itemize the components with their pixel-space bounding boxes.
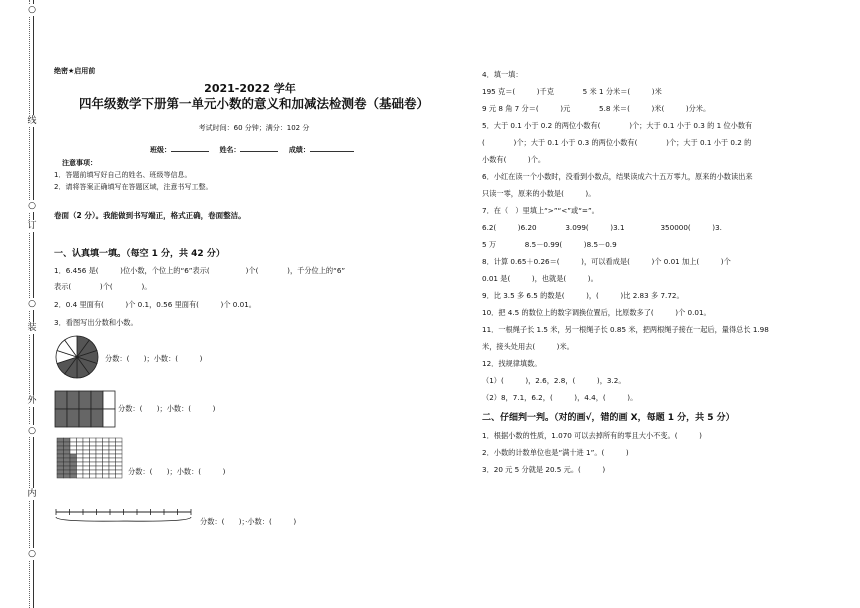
rectangle-fraction-figure xyxy=(54,390,116,428)
grid-cell xyxy=(83,450,90,454)
note-item: 2．请将答案正确填写在答题区域，注意书写工整。 xyxy=(54,183,213,191)
grid-cell xyxy=(116,466,123,470)
grid-cell xyxy=(103,462,110,466)
grid-cell xyxy=(64,446,71,450)
figure-4-answer: 分数：( )；·小数：( ) xyxy=(200,517,297,526)
grid-cell xyxy=(70,454,77,458)
grid-cell xyxy=(90,446,97,450)
binding-char: 外 xyxy=(24,395,40,407)
grid-cell xyxy=(77,462,84,466)
class-field[interactable] xyxy=(171,151,209,152)
grid-cell xyxy=(77,446,84,450)
number-line-brace xyxy=(56,517,191,521)
grid-cell xyxy=(77,470,84,474)
grid-cell xyxy=(96,450,103,454)
grid-cell xyxy=(57,462,64,466)
grid-cell xyxy=(109,458,116,462)
grid-cell xyxy=(109,462,116,466)
grid-cell xyxy=(96,462,103,466)
grid-cell xyxy=(90,438,97,442)
grid-cell xyxy=(103,438,110,442)
grid-cell xyxy=(116,474,123,478)
grid-cell xyxy=(70,450,77,454)
grid-cell xyxy=(103,442,110,446)
grid-cell xyxy=(64,474,71,478)
grid-cell xyxy=(116,458,123,462)
page-title: 四年级数学下册第一单元小数的意义和加减法检测卷（基础卷） xyxy=(78,96,429,111)
question-8-cont: 0.01 是( )，也就是( )。 xyxy=(482,274,598,283)
grid-cell xyxy=(57,458,64,462)
rect-cell xyxy=(55,391,67,409)
grid-cell xyxy=(64,442,71,446)
grid-cell xyxy=(116,470,123,474)
grid-cell xyxy=(83,458,90,462)
grid-cell xyxy=(109,438,116,442)
question-4b: 9 元 8 角 7 分＝( )元 5.8 米＝( )米( )分米。 xyxy=(482,104,711,113)
grid-cell xyxy=(90,454,97,458)
hundred-grid-figure xyxy=(56,437,124,479)
grid-cell xyxy=(90,442,97,446)
rect-cell xyxy=(91,409,103,427)
question-6-cont: 只读一零，原来的小数是( )。 xyxy=(482,189,596,198)
grid-cell xyxy=(83,466,90,470)
name-label: 姓名： xyxy=(219,146,241,154)
binding-circle-icon: ○ xyxy=(24,425,40,437)
notes-heading: 注意事项： xyxy=(62,159,97,167)
grid-cell xyxy=(90,458,97,462)
grid-cell xyxy=(83,442,90,446)
rect-cell xyxy=(103,391,115,409)
grid-cell xyxy=(109,446,116,450)
question-5: 5．大于 0.1 小于 0.2 的两位小数有( )个；大于 0.1 小于 0.3 的 1 位小数有 xyxy=(482,121,753,130)
grid-cell xyxy=(109,474,116,478)
rect-cell xyxy=(103,409,115,427)
grid-cell xyxy=(90,450,97,454)
question-5-cont: 小数有( )个。 xyxy=(482,155,546,164)
school-year: 2021-2022 学年 xyxy=(204,82,296,95)
question-9: 9．比 3.5 多 6.5 的数是( )，( )比 2.83 多 7.72。 xyxy=(482,291,684,300)
grid-cell xyxy=(57,442,64,446)
grid-cell xyxy=(103,474,110,478)
question-11-cont: 米，接头处用去( )米。 xyxy=(482,342,574,351)
question-11: 11．一根绳子长 1.5 米，另一根绳子长 0.85 米，把两根绳子接在一起后，量得总长 1.98 xyxy=(482,325,769,334)
grid-cell xyxy=(64,470,71,474)
grid-cell xyxy=(70,462,77,466)
rect-cell xyxy=(67,409,79,427)
judge-3: 3．20 元 5 分就是 20.5 元。( ) xyxy=(482,465,606,474)
grid-cell xyxy=(83,470,90,474)
grid-cell xyxy=(70,474,77,478)
grid-cell xyxy=(116,454,123,458)
section-heading: 一、认真填一填。（每空 1 分，共 42 分） xyxy=(54,249,225,259)
grid-cell xyxy=(116,462,123,466)
grid-cell xyxy=(116,450,123,454)
question-1-cont: 表示( )个( )。 xyxy=(54,282,152,291)
question-7: 7．在（ ）里填上“>”“<”或“=”。 xyxy=(482,206,599,215)
binding-circle-icon: ○ xyxy=(24,4,40,16)
question-12b: （2）8，7.1，6.2，( )，4.4，( )。 xyxy=(482,393,638,402)
binding-char: 装 xyxy=(24,322,40,334)
grid-cell xyxy=(77,450,84,454)
grid-cell xyxy=(64,450,71,454)
score-label: 成绩： xyxy=(288,146,310,154)
binding-circle-icon: ○ xyxy=(24,298,40,310)
grid-cell xyxy=(83,438,90,442)
rect-cell xyxy=(55,409,67,427)
name-field[interactable] xyxy=(240,151,278,152)
grid-cell xyxy=(109,454,116,458)
grid-cell xyxy=(90,462,97,466)
rect-cell xyxy=(79,409,91,427)
circle-fraction-figure xyxy=(54,334,100,380)
question-6: 6．小红在读一个小数时，没看到小数点，结果读成六十五万零九，原来的小数读出来 xyxy=(482,172,753,181)
grid-cell xyxy=(116,442,123,446)
grid-cell xyxy=(57,446,64,450)
exam-info: 考试时间：60 分钟；满分：102 分 xyxy=(198,124,310,132)
question-5-cont: ( )个；大于 0.1 小于 0.3 的两位小数有( )个；大于 0.1 小于 0.2 的 xyxy=(482,138,752,147)
grid-cell xyxy=(70,446,77,450)
question-4: 4．填一填： xyxy=(482,70,523,79)
grid-cell xyxy=(83,446,90,450)
grid-cell xyxy=(83,454,90,458)
grid-cell xyxy=(70,442,77,446)
grid-cell xyxy=(77,442,84,446)
grid-cell xyxy=(83,474,90,478)
grid-cell xyxy=(70,438,77,442)
grid-cell xyxy=(109,466,116,470)
grid-cell xyxy=(64,458,71,462)
grid-cell xyxy=(70,458,77,462)
grid-cell xyxy=(77,458,84,462)
grid-cell xyxy=(70,466,77,470)
grid-cell xyxy=(83,462,90,466)
grid-cell xyxy=(57,470,64,474)
grid-cell xyxy=(96,454,103,458)
binding-char: 线 xyxy=(24,115,40,127)
binding-circle-icon: ○ xyxy=(24,200,40,212)
question-2: 2．0.4 里面有( )个 0.1，0.56 里面有( )个 0.01。 xyxy=(54,300,256,309)
question-7a: 6.2( )6.20 3.099( )3.1 350000( )3. xyxy=(482,223,722,232)
secret-label: 绝密★启用前 xyxy=(54,67,96,75)
grid-cell xyxy=(103,458,110,462)
binding-char: 订 xyxy=(24,220,40,232)
grid-cell xyxy=(90,470,97,474)
grid-cell xyxy=(77,474,84,478)
grid-cell xyxy=(57,466,64,470)
grid-cell xyxy=(116,446,123,450)
grid-cell xyxy=(109,442,116,446)
grid-cell xyxy=(64,438,71,442)
judge-2: 2．小数的计数单位也是“满十进 1”。( ) xyxy=(482,448,629,457)
grid-cell xyxy=(109,470,116,474)
question-10: 10．把 4.5 的数位上的数字调换位置后，比原数多了( )个 0.01。 xyxy=(482,308,711,317)
section-heading: 二、仔细判一判。（对的画√，错的画 X，每题 1 分，共 5 分） xyxy=(482,413,735,423)
grid-cell xyxy=(96,466,103,470)
grid-cell xyxy=(77,438,84,442)
grid-cell xyxy=(116,438,123,442)
grid-cell xyxy=(90,474,97,478)
neatness-statement: 卷面（2 分）。我能做到书写端正，格式正确，卷面整洁。 xyxy=(54,211,246,220)
question-1: 1．6.456 是( )位小数，个位上的“6”表示( )个( )，千分位上的“6” xyxy=(54,266,346,275)
figure-2-answer: 分数：( )；小数：( ) xyxy=(118,404,216,413)
grid-cell xyxy=(96,446,103,450)
grid-cell xyxy=(57,474,64,478)
grid-cell xyxy=(96,438,103,442)
rect-cell xyxy=(91,391,103,409)
grid-cell xyxy=(70,470,77,474)
grid-cell xyxy=(103,454,110,458)
grid-cell xyxy=(103,466,110,470)
figure-3-answer: 分数：( )；小数：( ) xyxy=(128,467,226,476)
question-12a: （1）( )，2.6，2.8，( )，3.2。 xyxy=(482,376,626,385)
grid-cell xyxy=(96,458,103,462)
grid-cell xyxy=(96,470,103,474)
grid-cell xyxy=(64,454,71,458)
grid-cell xyxy=(103,450,110,454)
number-line-figure xyxy=(54,504,198,526)
grid-cell xyxy=(109,450,116,454)
grid-cell xyxy=(103,446,110,450)
judge-1: 1．根据小数的性质，1.070 可以去掉所有的零且大小不变。( ) xyxy=(482,431,702,440)
class-label: 班级： xyxy=(150,146,171,154)
figure-1-answer: 分数：( )；小数：( ) xyxy=(105,354,203,363)
grid-cell xyxy=(103,470,110,474)
score-field[interactable] xyxy=(310,151,354,152)
grid-cell xyxy=(90,466,97,470)
grid-cell xyxy=(96,442,103,446)
grid-cell xyxy=(57,450,64,454)
grid-cell xyxy=(64,466,71,470)
question-8: 8．计算 0.65＋0.26＝( )，可以看成是( )个 0.01 加上( )个 xyxy=(482,257,731,266)
note-item: 1．答题前填写好自己的姓名、班级等信息。 xyxy=(54,171,192,179)
grid-cell xyxy=(96,474,103,478)
grid-cell xyxy=(64,462,71,466)
question-7b: 5 万 8.5－0.99( )8.5－0.9 xyxy=(482,240,617,249)
grid-cell xyxy=(57,454,64,458)
student-fields xyxy=(150,145,362,155)
grid-cell xyxy=(77,454,84,458)
binding-char: 内 xyxy=(24,488,40,500)
grid-cell xyxy=(57,438,64,442)
grid-cell xyxy=(77,466,84,470)
question-4a: 195 克＝( )千克 5 米 1 分米＝( )米 xyxy=(482,87,662,96)
rect-cell xyxy=(79,391,91,409)
question-3: 3．看图写出分数和小数。 xyxy=(54,318,138,327)
rect-cell xyxy=(67,391,79,409)
question-12: 12．找规律填数。 xyxy=(482,359,542,368)
binding-circle-icon: ○ xyxy=(24,548,40,560)
